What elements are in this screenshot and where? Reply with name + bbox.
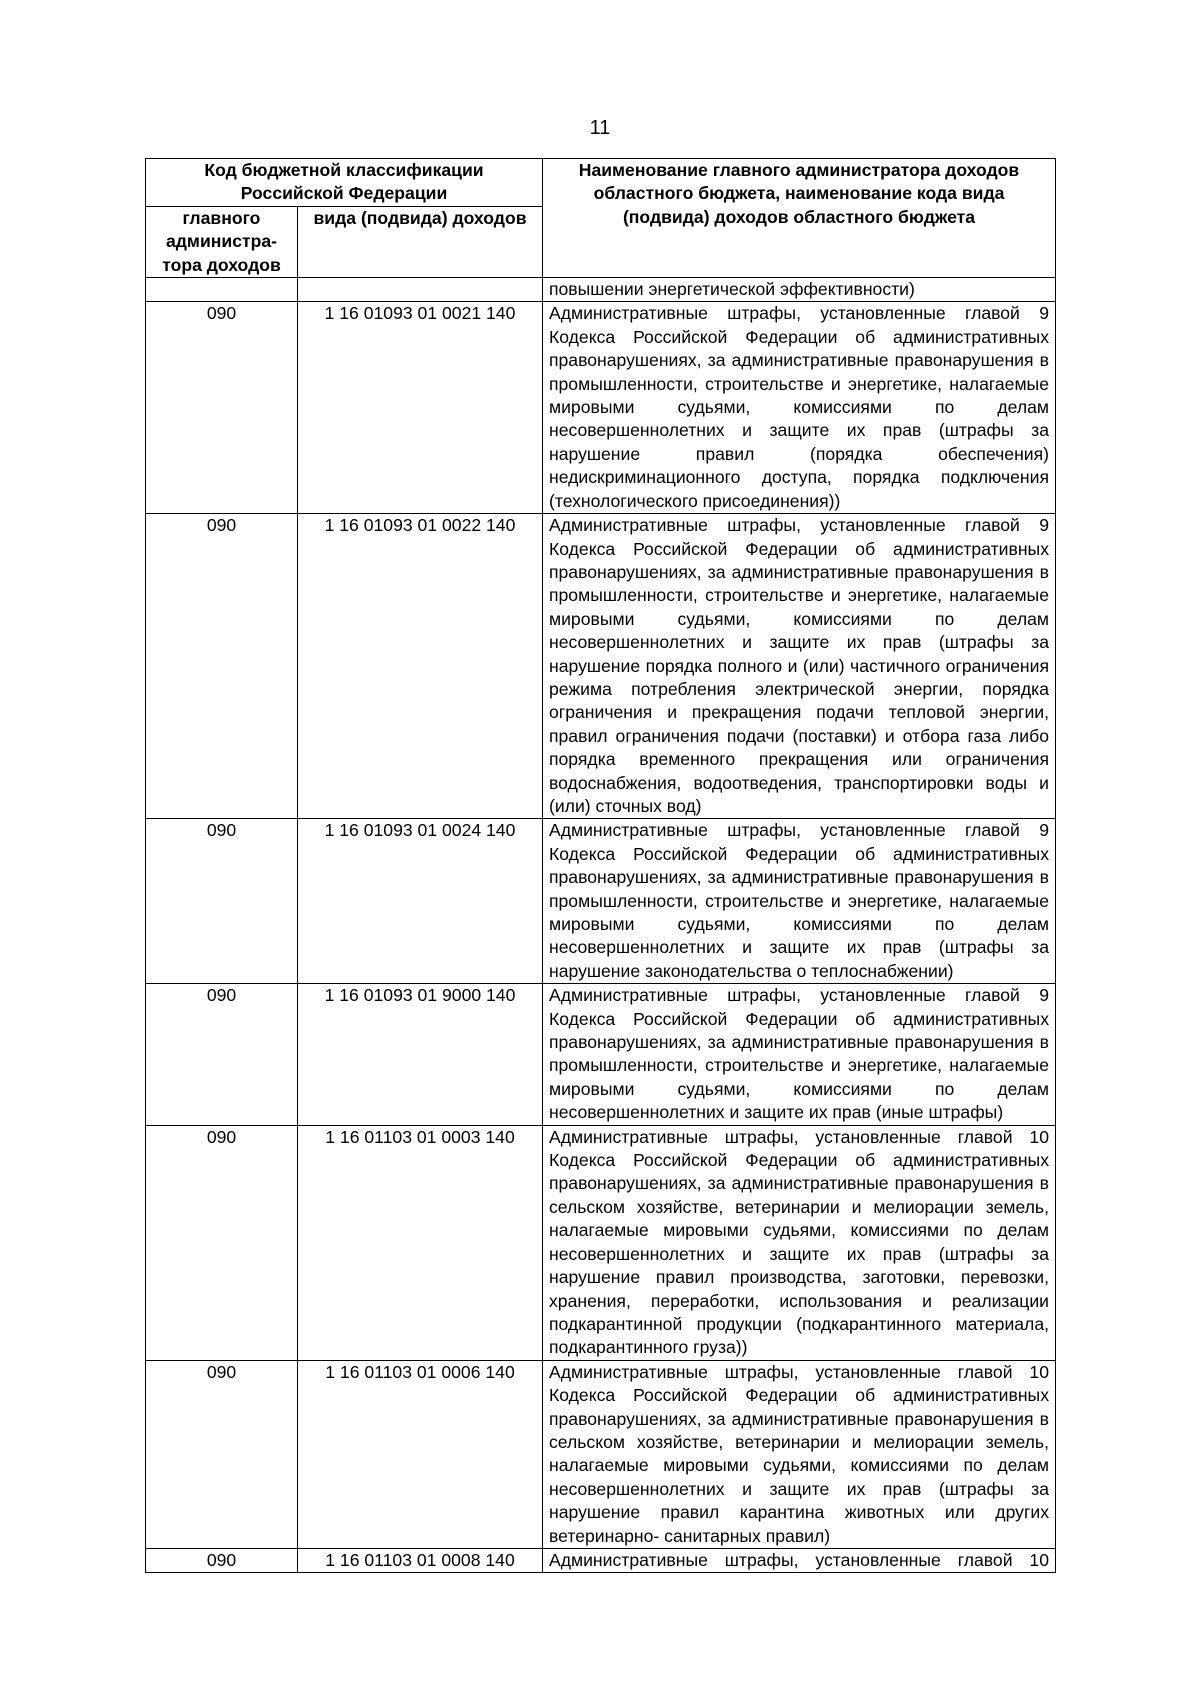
table-row: [146, 302, 1056, 514]
admin-code-cell: 090: [146, 1548, 298, 1572]
income-code-cell: 1 16 01093 01 0022 140: [298, 514, 543, 819]
carryover-text: повышении энергетической эффективности): [543, 278, 1056, 302]
table-row: [146, 1360, 1056, 1548]
income-code-cell: 1 16 01093 01 0021 140: [298, 302, 543, 514]
income-code-cell: 1 16 01093 01 9000 140: [298, 984, 543, 1125]
admin-code-cell: 090: [146, 302, 298, 514]
admin-code-cell: 090: [146, 819, 298, 984]
table-row: [146, 514, 1056, 819]
table-body: [146, 278, 1056, 1573]
admin-code-cell: 090: [146, 514, 298, 819]
carryover-row: [146, 278, 1056, 302]
table-row: [146, 819, 1056, 984]
header-group-cell: Код бюджетной классификации Российской Федерации: [146, 159, 543, 207]
admin-code-cell: 090: [146, 1125, 298, 1360]
table-row: [146, 984, 1056, 1125]
income-description-cell: Административные штрафы, установленные главой 9 Кодекса Российской Федерации об административных правонарушениях, за административные правонарушения в промышленности, строительстве и энергетике, налагаемые мировыми судьями, комиссиями по делам несовершеннолетних и защите их прав (иные штрафы): [543, 984, 1056, 1125]
page-number: 11: [589, 117, 611, 139]
carryover-admin-cell: [146, 278, 298, 302]
income-description-cell: Административные штрафы, установленные главой 10 Кодекса Российской Федерации об административных правонарушениях, за административные правонарушения в сельском хозяйстве, ветеринарии и мелиорации земель, налагаемые мировыми судьями, комиссиями по делам несовершеннолетних и защите их прав (штрафы за нарушение правил карантина животных или других ветеринарно- санитарных правил): [543, 1360, 1056, 1548]
income-code-cell: 1 16 01103 01 0003 140: [298, 1125, 543, 1360]
header-row-group: [146, 159, 1056, 207]
income-code-cell: 1 16 01103 01 0006 140: [298, 1360, 543, 1548]
income-description-cell: Административные штрафы, установленные главой 9 Кодекса Российской Федерации об административных правонарушениях, за административные правонарушения в промышленности, строительстве и энергетике, налагаемые мировыми судьями, комиссиями по делам несовершеннолетних и защите их прав (штрафы за нарушение порядка полного и (или) частичного ограничения режима потребления электрической энергии, порядка ограничения и прекращения подачи тепловой энергии, правил ограничения подачи (поставки) и отбора газа либо порядка временного прекращения или ограничения водоснабжения, водоотведения, транспортировки воды и (или) сточных вод): [543, 514, 1056, 819]
table-row: [146, 1548, 1056, 1572]
income-code-cell: 1 16 01103 01 0008 140: [298, 1548, 543, 1572]
carryover-code-cell: [298, 278, 543, 302]
table-row: [146, 1125, 1056, 1360]
budget-classification-table: [145, 158, 1056, 1573]
header-name-cell: Наименование главного администратора доходов областного бюджета, наименование кода вида (подвида) доходов областного бюджета: [543, 159, 1056, 278]
income-description-cell: Административные штрафы, установленные главой 9 Кодекса Российской Федерации об административных правонарушениях, за административные правонарушения в промышленности, строительстве и энергетике, налагаемые мировыми судьями, комиссиями по делам несовершеннолетних и защите их прав (штрафы за нарушение законодательства о теплоснабжении): [543, 819, 1056, 984]
income-description-cell: Административные штрафы, установленные главой 9 Кодекса Российской Федерации об административных правонарушениях, за административные правонарушения в промышленности, строительстве и энергетике, налагаемые мировыми судьями, комиссиями по делам несовершеннолетних и защите их прав (штрафы за нарушение правил (порядка обеспечения) недискриминационного доступа, порядка подключения (технологического присоединения)): [543, 302, 1056, 514]
admin-code-cell: 090: [146, 984, 298, 1125]
header-admin-cell: главного администра-тора доходов: [146, 206, 298, 277]
income-description-cell: Административные штрафы, установленные главой 10 Кодекса Российской Федерации об административных правонарушениях, за административные правонарушения в сельском хозяйстве, ветеринарии и мелиорации земель, налагаемые мировыми судьями, комиссиями по делам несовершеннолетних и защите их прав (штрафы за нарушение правил производства, заготовки, перевозки, хранения, переработки, использования и реализации подкарантинной продукции (подкарантинного материала, подкарантинного груза)): [543, 1125, 1056, 1360]
income-code-cell: 1 16 01093 01 0024 140: [298, 819, 543, 984]
admin-code-cell: 090: [146, 1360, 298, 1548]
income-description-cell: Административные штрафы, установленные главой 10: [543, 1548, 1056, 1572]
header-code-cell: вида (подвида) доходов: [298, 206, 543, 277]
